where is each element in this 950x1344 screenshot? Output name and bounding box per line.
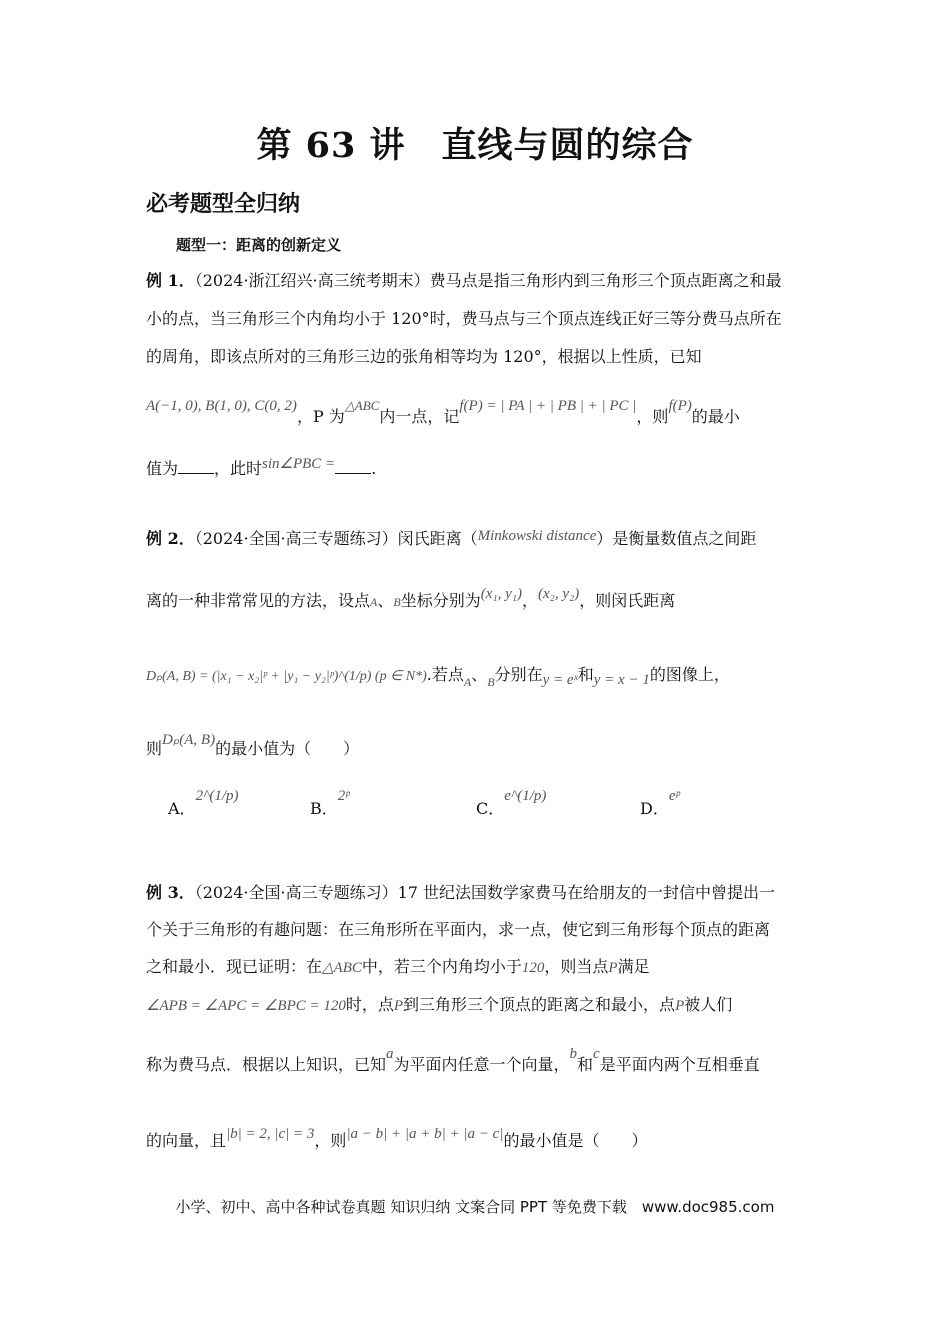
math-dp-formula: Dₚ(A, B) = (|x₁ − x₂|ᵖ + |y₁ − y₂|ᵖ)^(1/p) (p ∈ N*) (146, 669, 427, 684)
example-1-line-4 (146, 398, 740, 427)
text-sep-2: 、 (471, 665, 488, 684)
text: 的向量，且 (146, 1131, 227, 1150)
example-3-line-5 (146, 1046, 760, 1075)
option-d[interactable] (640, 788, 680, 819)
option-b-label: B． (310, 799, 338, 818)
example-1-line-5 (146, 456, 376, 479)
text: 离的一种非常常见的方法，设点 (146, 591, 371, 610)
text-p: ，P 为 (296, 407, 345, 426)
math-linear: y = x − 1 (593, 672, 650, 688)
text-period: . (371, 459, 377, 478)
text: 时，点 (345, 995, 394, 1014)
text: 为平面内任意一个向量， (393, 1055, 570, 1074)
example-2-line-2 (146, 588, 675, 611)
math-p-3: P (675, 998, 685, 1014)
example-3-line-1 (146, 880, 775, 903)
math-triangle: △ABC (344, 398, 380, 413)
math-angles: ∠APB = ∠APC = ∠BPC = 120 (146, 998, 346, 1014)
option-a-math: 2^(1/p) (195, 788, 239, 804)
math-a-2: A (463, 675, 472, 689)
text-comma: ， (521, 591, 538, 610)
math-dp-2: Dₚ(A, B) (162, 732, 216, 748)
example-1-label: 例 1． (146, 271, 195, 290)
math-vector-b: b (569, 1046, 578, 1062)
math-vector-a: a (386, 1046, 394, 1062)
text: 到三角形三个顶点的距离之和最小，点 (403, 995, 676, 1014)
math-fp: f(P) = | PA | + | PB | + | PC | (459, 398, 637, 414)
math-exp: y = eˣ (542, 672, 578, 688)
example-3-line-2: 个关于三角形的有趣问题：在三角形所在平面内，求一点，使它到三角形每个顶点的距离 (146, 920, 771, 939)
example-2-line-3 (146, 662, 730, 689)
text: ）是衡量数值点之间距 (596, 529, 757, 548)
math-sum: |a − b| + |a + b| + |a − c| (346, 1126, 504, 1142)
text-value: 值为 (146, 459, 179, 478)
option-c[interactable] (476, 788, 547, 819)
text: 的最小值为（ ） (215, 739, 360, 758)
example-3-line-3 (146, 954, 650, 977)
question-type-heading: 题型一：距离的创新定义 (176, 236, 342, 254)
example-3-line-6 (146, 1128, 647, 1151)
text: ，则当点 (544, 957, 609, 976)
text: .若点 (426, 665, 464, 684)
text: 被人们 (684, 995, 733, 1014)
section-heading: 必考题型全归纳 (146, 192, 301, 217)
text: ，则 (314, 1131, 347, 1150)
math-x1y1: (x₁, y₁) (480, 586, 522, 602)
math-p-2: P (393, 998, 404, 1014)
example-2-line-1 (146, 526, 756, 549)
example-3-label: 例 3． (146, 883, 195, 902)
math-x2y2: (x₂, y₂) (538, 586, 580, 602)
option-d-math: eᵖ (668, 788, 680, 804)
page-footer: 小学、初中、高中各种试卷真题 知识归纳 文案合同 PPT 等免费下载 www.doc985.com (175, 1198, 775, 1216)
page-title: 第 63 讲 直线与圆的综合 (256, 125, 694, 166)
math-120: 120 (521, 960, 545, 976)
math-a: A (370, 595, 378, 609)
text: 和 (577, 1055, 594, 1074)
option-b-math: 2ᵖ (337, 788, 350, 804)
text: 称为费马点．根据以上知识，已知 (146, 1055, 387, 1074)
text: 满足 (617, 957, 650, 976)
text: 分别在 (494, 665, 543, 684)
example-2-label: 例 2． (146, 529, 195, 548)
math-b-2: B (487, 675, 495, 689)
text: 和 (577, 665, 594, 684)
text-inner: 内一点，记 (379, 407, 460, 426)
math-p: P (608, 960, 618, 976)
option-d-label: D． (640, 799, 669, 818)
math-vector-c: c (593, 1046, 600, 1062)
answer-blank-1 (178, 459, 214, 474)
text: 的图像上， (649, 665, 730, 684)
math-sin: sin∠PBC = (262, 456, 336, 472)
example-2-line-4 (146, 732, 360, 759)
math-norms: |b| = 2, |c| = 3 (226, 1126, 315, 1142)
math-fp-2: f(P) (668, 398, 692, 414)
math-triangle-abc: △ABC (322, 960, 362, 976)
option-a-label: A． (168, 799, 196, 818)
text: 则 (146, 739, 163, 758)
option-c-label: C． (476, 799, 505, 818)
math-points: A(−1, 0), B(1, 0), C(0, 2) (146, 398, 297, 414)
text: ，则闵氏距离 (579, 591, 676, 610)
example-1-line-2: 小的点，当三角形三个内角均小于 120°时，费马点与三个顶点连线正好三等分费马点所在 (146, 309, 782, 328)
math-minkowski: Minkowski distance (477, 528, 597, 544)
option-b[interactable] (310, 788, 350, 819)
option-c-math: e^(1/p) (504, 788, 547, 804)
text: 中，若三个内角均小于 (361, 957, 522, 976)
example-3-line-4 (146, 992, 732, 1015)
text-sep: 、 (377, 591, 394, 610)
example-1-line-3: 的周角，即该点所对的三角形三边的张角相等均为 120°，根据以上性质，已知 (146, 347, 702, 366)
math-b: B (393, 595, 401, 609)
text: 坐标分别为 (400, 591, 481, 610)
answer-blank-2 (335, 459, 371, 474)
example-1-line-1 (146, 268, 782, 291)
text-then: ，则 (636, 407, 669, 426)
option-a[interactable] (168, 788, 239, 819)
text: 之和最小．现已证明：在 (146, 957, 323, 976)
text: （2024·全国·高三专题练习）闵氏距离（ (194, 529, 478, 548)
text: （2024·全国·高三专题练习）17 世纪法国数学家费马在给朋友的一封信中曾提出一 (194, 883, 776, 902)
text-when: ，此时 (214, 459, 263, 478)
text: 的最小值是（ ） (503, 1131, 648, 1150)
text: 是平面内两个互相垂直 (599, 1055, 760, 1074)
text-min: 的最小 (691, 407, 740, 426)
example-1-text: （2024·浙江绍兴·高三统考期末）费马点是指三角形内到三角形三个顶点距离之和最 (194, 271, 782, 290)
